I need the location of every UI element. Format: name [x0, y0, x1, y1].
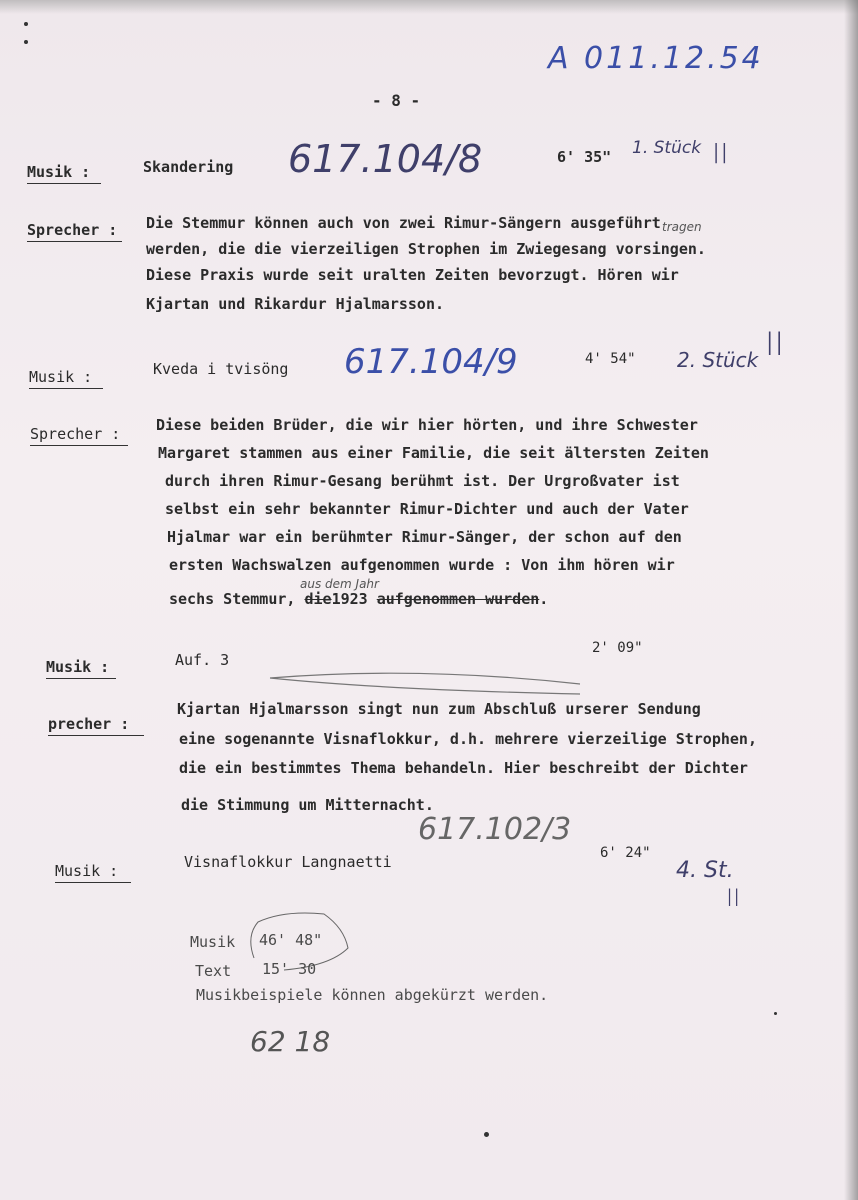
block4-line-7-start: sechs Stemmur, [169, 590, 296, 608]
block4-line-4: selbst ein sehr bekannter Rimur-Dichter und auch der Vater [165, 500, 689, 518]
label-underline [46, 678, 116, 679]
block4-struck-word: die [304, 590, 332, 608]
block4-line-3: durch ihren Rimur-Gesang berühmt ist. Der Urgroßvater ist [165, 472, 680, 490]
label-underline [30, 445, 128, 446]
block5-title: Auf. 3 [175, 651, 230, 669]
block1-title: Skandering [143, 158, 234, 176]
block2-line-2: werden, die die vierzeiligen Strophen im Zwiegesang vorsingen. [146, 240, 706, 258]
label-underline [48, 735, 144, 736]
block4-line-7 [169, 592, 548, 607]
block3-title: Kveda i tvisöng [153, 360, 289, 378]
block3-hand-code: 617.104/9 [344, 342, 518, 382]
label-underline [27, 183, 101, 184]
block4-label: Sprecher : [30, 425, 121, 443]
block2-line-4: Kjartan und Rikardur Hjalmarsson. [146, 295, 445, 313]
block6-line-3: die ein bestimmtes Thema behandeln. Hier beschreibt der Dichter [179, 759, 748, 777]
block3-label: Musik : [29, 368, 93, 386]
block4-line-1: Diese beiden Brüder, die wir hier hörten, und ihre Schwester [156, 416, 698, 434]
pencil-stroke [268, 668, 588, 698]
scan-speck [24, 22, 28, 26]
block3-hand-roman: II [765, 325, 784, 363]
label-underline [27, 241, 122, 242]
block4-line-7-end: . [539, 590, 549, 608]
page-number: - 8 - [372, 91, 421, 110]
summary-musik-value: 46' 48" [259, 931, 323, 949]
block1-hand-roman: II [712, 137, 729, 170]
block7-hand-roman: II [726, 884, 741, 912]
block3-hand-note: 2. Stück [677, 348, 759, 372]
scan-right-edge [844, 0, 858, 1200]
block7-label: Musik : [55, 862, 119, 880]
block7-hand-code: 617.102/3 [418, 812, 572, 847]
block2-line-1: Die Stemmur können auch von zwei Rimur-Sängern ausgeführt [146, 214, 661, 232]
block4-line-2: Margaret stammen aus einer Familie, die seit ältersten Zeiten [158, 444, 709, 462]
block3-duration: 4' 54" [585, 351, 636, 367]
scan-speck [24, 40, 28, 44]
summary-hand-total: 62 18 [250, 1025, 331, 1058]
summary-text-value: 15' 30 [262, 960, 317, 978]
block7-title: Visnaflokkur Langnaetti [184, 853, 392, 871]
block4-year: 1923 [331, 590, 368, 608]
block6-label: precher : [48, 715, 130, 733]
block4-hand-insert: aus dem Jahr [300, 577, 379, 591]
label-underline [29, 388, 103, 389]
block1-hand-note: 1. Stück [632, 138, 702, 158]
block7-hand-note: 4. St. [676, 858, 734, 883]
summary-text-label: Text [195, 962, 232, 980]
summary-musik-label: Musik [190, 933, 236, 951]
block2-label: Sprecher : [27, 221, 118, 239]
scan-top-edge [0, 0, 858, 14]
scan-speck [484, 1132, 489, 1137]
block2-line-3: Diese Praxis wurde seit uralten Zeiten bevorzugt. Hören wir [146, 266, 679, 284]
block2-hand-insert: tragen [662, 220, 702, 234]
block4-line-6: ersten Wachswalzen aufgenommen wurde : Von ihm hören wir [169, 556, 675, 574]
block6-line-4: die Stimmung um Mitternacht. [181, 796, 434, 814]
block4-struck-phrase: aufgenommen wurden [376, 590, 540, 608]
block5-duration: 2' 09" [592, 640, 643, 656]
summary-note: Musikbeispiele können abgekürzt werden. [196, 986, 549, 1004]
block6-line-1: Kjartan Hjalmarsson singt nun zum Abschluß urserer Sendung [177, 700, 701, 718]
block1-hand-code: 617.104/8 [288, 137, 483, 181]
block5-label: Musik : [46, 658, 110, 676]
block4-line-5: Hjalmar war ein berühmter Rimur-Sänger, der schon auf den [167, 528, 682, 546]
scan-speck [774, 1012, 777, 1015]
label-underline [55, 882, 131, 883]
block1-label: Musik : [27, 163, 91, 181]
archive-reference: A 011.12.54 [548, 41, 764, 76]
block7-duration: 6' 24" [600, 845, 651, 861]
block6-line-2: eine sogenannte Visnaflokkur, d.h. mehrere vierzeilige Strophen, [179, 730, 757, 748]
block1-duration: 6' 35" [557, 148, 612, 166]
